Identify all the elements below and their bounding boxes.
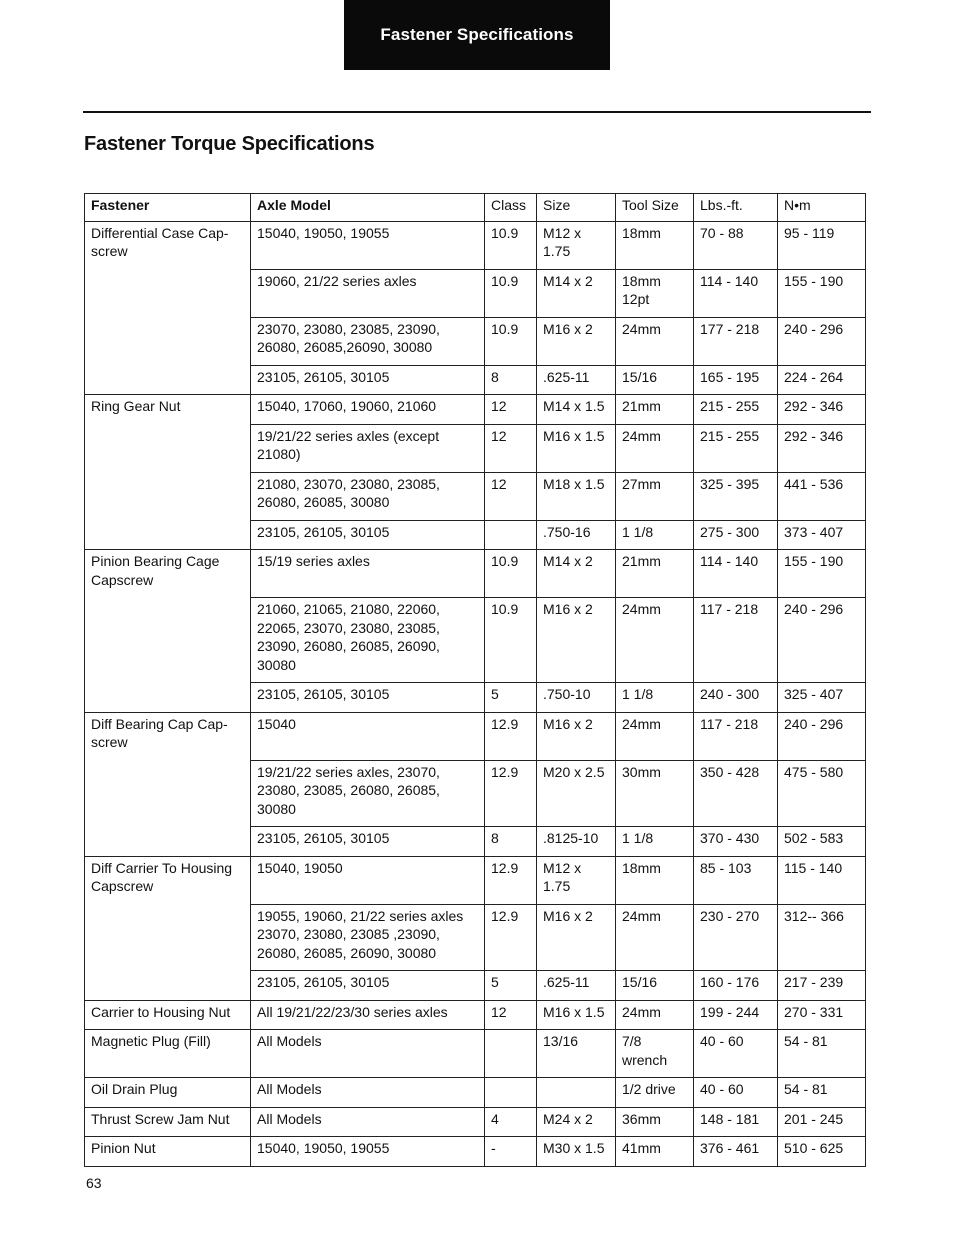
axle-model-cell: 23105, 26105, 30105 <box>251 971 485 1001</box>
class-cell: - <box>485 1137 537 1167</box>
tool-size-cell: 15/16 <box>616 971 694 1001</box>
nm-cell: 475 - 580 <box>778 760 866 827</box>
lbs-ft-cell: 114 - 140 <box>694 550 778 598</box>
nm-cell: 115 - 140 <box>778 856 866 904</box>
size-cell <box>537 1078 616 1108</box>
size-cell: M24 x 2 <box>537 1107 616 1137</box>
axle-model-cell: All Models <box>251 1078 485 1108</box>
class-cell: 10.9 <box>485 550 537 598</box>
tool-size-cell: 30mm <box>616 760 694 827</box>
nm-cell: 292 - 346 <box>778 424 866 472</box>
lbs-ft-cell: 40 - 60 <box>694 1078 778 1108</box>
size-cell: M16 x 2 <box>537 317 616 365</box>
table-row <box>85 1137 866 1167</box>
axle-model-cell: All 19/21/22/23/30 series axles <box>251 1000 485 1030</box>
lbs-ft-cell: 325 - 395 <box>694 472 778 520</box>
nm-cell: 240 - 296 <box>778 598 866 683</box>
nm-cell: 441 - 536 <box>778 472 866 520</box>
size-cell: M30 x 1.5 <box>537 1137 616 1167</box>
column-header-tool-size: Tool Size <box>616 194 694 222</box>
axle-model-cell: 23105, 26105, 30105 <box>251 827 485 857</box>
tool-size-cell: 18mm <box>616 221 694 269</box>
fastener-cell: Diff Bearing Cap Cap-screw <box>85 712 251 856</box>
nm-cell: 155 - 190 <box>778 269 866 317</box>
table-row <box>85 1078 866 1108</box>
axle-model-cell: 15/19 series axles <box>251 550 485 598</box>
lbs-ft-cell: 70 - 88 <box>694 221 778 269</box>
tool-size-cell: 24mm <box>616 712 694 760</box>
class-cell: 10.9 <box>485 317 537 365</box>
lbs-ft-cell: 240 - 300 <box>694 683 778 713</box>
header-divider <box>83 111 871 113</box>
class-cell: 4 <box>485 1107 537 1137</box>
lbs-ft-cell: 350 - 428 <box>694 760 778 827</box>
class-cell: 12 <box>485 395 537 425</box>
size-cell: M16 x 1.5 <box>537 424 616 472</box>
nm-cell: 54 - 81 <box>778 1078 866 1108</box>
size-cell: M12 x 1.75 <box>537 856 616 904</box>
size-cell: M16 x 1.5 <box>537 1000 616 1030</box>
size-cell: M16 x 2 <box>537 598 616 683</box>
axle-model-cell: 19055, 19060, 21/22 series axles 23070, 23080, 23085 ,23090, 26080, 26085, 26090, 30080 <box>251 904 485 971</box>
tool-size-cell: 1 1/8 <box>616 520 694 550</box>
table-row <box>85 856 866 904</box>
size-cell: M14 x 2 <box>537 269 616 317</box>
tool-size-cell: 24mm <box>616 1000 694 1030</box>
tool-size-cell: 1 1/8 <box>616 827 694 857</box>
lbs-ft-cell: 117 - 218 <box>694 712 778 760</box>
fastener-cell: Pinion Bearing Cage Capscrew <box>85 550 251 713</box>
fastener-cell: Magnetic Plug (Fill) <box>85 1030 251 1078</box>
tool-size-cell: 24mm <box>616 598 694 683</box>
axle-model-cell: 19060, 21/22 series axles <box>251 269 485 317</box>
lbs-ft-cell: 199 - 244 <box>694 1000 778 1030</box>
nm-cell: 270 - 331 <box>778 1000 866 1030</box>
size-cell: .625-11 <box>537 971 616 1001</box>
class-cell: 8 <box>485 827 537 857</box>
lbs-ft-cell: 117 - 218 <box>694 598 778 683</box>
axle-model-cell: 15040, 19050, 19055 <box>251 221 485 269</box>
class-cell: 5 <box>485 971 537 1001</box>
tool-size-cell: 1/2 drive <box>616 1078 694 1108</box>
torque-spec-table <box>84 193 866 1167</box>
tool-size-cell: 36mm <box>616 1107 694 1137</box>
axle-model-cell: 23105, 26105, 30105 <box>251 365 485 395</box>
class-cell: 12 <box>485 1000 537 1030</box>
table-row <box>85 712 866 760</box>
fastener-cell: Differential Case Cap-screw <box>85 221 251 395</box>
size-cell: M18 x 1.5 <box>537 472 616 520</box>
lbs-ft-cell: 275 - 300 <box>694 520 778 550</box>
size-cell: M16 x 2 <box>537 904 616 971</box>
table-row <box>85 1107 866 1137</box>
size-cell: M14 x 2 <box>537 550 616 598</box>
tool-size-cell: 24mm <box>616 424 694 472</box>
fastener-cell: Carrier to Housing Nut <box>85 1000 251 1030</box>
size-cell: M14 x 1.5 <box>537 395 616 425</box>
tool-size-cell: 21mm <box>616 395 694 425</box>
column-header-fastener: Fastener <box>85 194 251 222</box>
column-header-class: Class <box>485 194 537 222</box>
size-cell: M16 x 2 <box>537 712 616 760</box>
tool-size-cell: 18mm 12pt <box>616 269 694 317</box>
fastener-cell: Ring Gear Nut <box>85 395 251 550</box>
axle-model-cell: 19/21/22 series axles, 23070, 23080, 23085, 26080, 26085, 30080 <box>251 760 485 827</box>
axle-model-cell: 23105, 26105, 30105 <box>251 520 485 550</box>
tool-size-cell: 1 1/8 <box>616 683 694 713</box>
class-cell <box>485 520 537 550</box>
size-cell: 13/16 <box>537 1030 616 1078</box>
nm-cell: 201 - 245 <box>778 1107 866 1137</box>
size-cell: .8125-10 <box>537 827 616 857</box>
class-cell: 12 <box>485 472 537 520</box>
lbs-ft-cell: 215 - 255 <box>694 395 778 425</box>
tool-size-cell: 24mm <box>616 904 694 971</box>
nm-cell: 155 - 190 <box>778 550 866 598</box>
lbs-ft-cell: 215 - 255 <box>694 424 778 472</box>
nm-cell: 217 - 239 <box>778 971 866 1001</box>
column-header-size: Size <box>537 194 616 222</box>
size-cell: M12 x 1.75 <box>537 221 616 269</box>
tool-size-cell: 7/8 wrench <box>616 1030 694 1078</box>
axle-model-cell: All Models <box>251 1030 485 1078</box>
axle-model-cell: 23070, 23080, 23085, 23090, 26080, 26085,26090, 30080 <box>251 317 485 365</box>
class-cell: 12.9 <box>485 712 537 760</box>
tool-size-cell: 27mm <box>616 472 694 520</box>
lbs-ft-cell: 230 - 270 <box>694 904 778 971</box>
class-cell: 10.9 <box>485 221 537 269</box>
fastener-cell: Thrust Screw Jam Nut <box>85 1107 251 1137</box>
class-cell: 10.9 <box>485 598 537 683</box>
lbs-ft-cell: 114 - 140 <box>694 269 778 317</box>
class-cell: 12.9 <box>485 856 537 904</box>
axle-model-cell: 23105, 26105, 30105 <box>251 683 485 713</box>
class-cell: 5 <box>485 683 537 713</box>
axle-model-cell: 15040, 19050 <box>251 856 485 904</box>
class-cell: 8 <box>485 365 537 395</box>
size-cell: M20 x 2.5 <box>537 760 616 827</box>
nm-cell: 373 - 407 <box>778 520 866 550</box>
nm-cell: 510 - 625 <box>778 1137 866 1167</box>
axle-model-cell: 21060, 21065, 21080, 22060, 22065, 23070, 23080, 23085, 23090, 26080, 26085, 26090, 30080 <box>251 598 485 683</box>
axle-model-cell: 15040, 17060, 19060, 21060 <box>251 395 485 425</box>
page-title: Fastener Torque Specifications <box>84 133 375 155</box>
nm-cell: 95 - 119 <box>778 221 866 269</box>
size-cell: .625-11 <box>537 365 616 395</box>
lbs-ft-cell: 148 - 181 <box>694 1107 778 1137</box>
table-header-row <box>85 194 866 222</box>
class-cell: 12.9 <box>485 760 537 827</box>
lbs-ft-cell: 40 - 60 <box>694 1030 778 1078</box>
table-row <box>85 1030 866 1078</box>
tool-size-cell: 18mm <box>616 856 694 904</box>
lbs-ft-cell: 370 - 430 <box>694 827 778 857</box>
nm-cell: 312-- 366 <box>778 904 866 971</box>
section-tab <box>344 0 610 70</box>
tool-size-cell: 41mm <box>616 1137 694 1167</box>
fastener-cell: Pinion Nut <box>85 1137 251 1167</box>
class-cell <box>485 1030 537 1078</box>
nm-cell: 325 - 407 <box>778 683 866 713</box>
size-cell: .750-10 <box>537 683 616 713</box>
axle-model-cell: 21080, 23070, 23080, 23085, 26080, 26085, 30080 <box>251 472 485 520</box>
axle-model-cell: 15040, 19050, 19055 <box>251 1137 485 1167</box>
column-header-lbs-ft: Lbs.-ft. <box>694 194 778 222</box>
table-row <box>85 221 866 269</box>
column-header-nm: N•m <box>778 194 866 222</box>
page-number: 63 <box>86 1175 102 1191</box>
axle-model-cell: 15040 <box>251 712 485 760</box>
nm-cell: 240 - 296 <box>778 317 866 365</box>
lbs-ft-cell: 177 - 218 <box>694 317 778 365</box>
axle-model-cell: All Models <box>251 1107 485 1137</box>
table-row <box>85 395 866 425</box>
axle-model-cell: 19/21/22 series axles (except 21080) <box>251 424 485 472</box>
class-cell: 10.9 <box>485 269 537 317</box>
nm-cell: 292 - 346 <box>778 395 866 425</box>
lbs-ft-cell: 85 - 103 <box>694 856 778 904</box>
fastener-cell: Diff Carrier To Housing Capscrew <box>85 856 251 1000</box>
tool-size-cell: 24mm <box>616 317 694 365</box>
nm-cell: 54 - 81 <box>778 1030 866 1078</box>
tool-size-cell: 15/16 <box>616 365 694 395</box>
class-cell <box>485 1078 537 1108</box>
nm-cell: 502 - 583 <box>778 827 866 857</box>
lbs-ft-cell: 376 - 461 <box>694 1137 778 1167</box>
lbs-ft-cell: 165 - 195 <box>694 365 778 395</box>
size-cell: .750-16 <box>537 520 616 550</box>
tool-size-cell: 21mm <box>616 550 694 598</box>
column-header-axle-model: Axle Model <box>251 194 485 222</box>
table-row <box>85 1000 866 1030</box>
nm-cell: 224 - 264 <box>778 365 866 395</box>
class-cell: 12.9 <box>485 904 537 971</box>
lbs-ft-cell: 160 - 176 <box>694 971 778 1001</box>
class-cell: 12 <box>485 424 537 472</box>
nm-cell: 240 - 296 <box>778 712 866 760</box>
table-row <box>85 550 866 598</box>
fastener-cell: Oil Drain Plug <box>85 1078 251 1108</box>
section-tab-label: Fastener Specifications <box>380 25 574 44</box>
